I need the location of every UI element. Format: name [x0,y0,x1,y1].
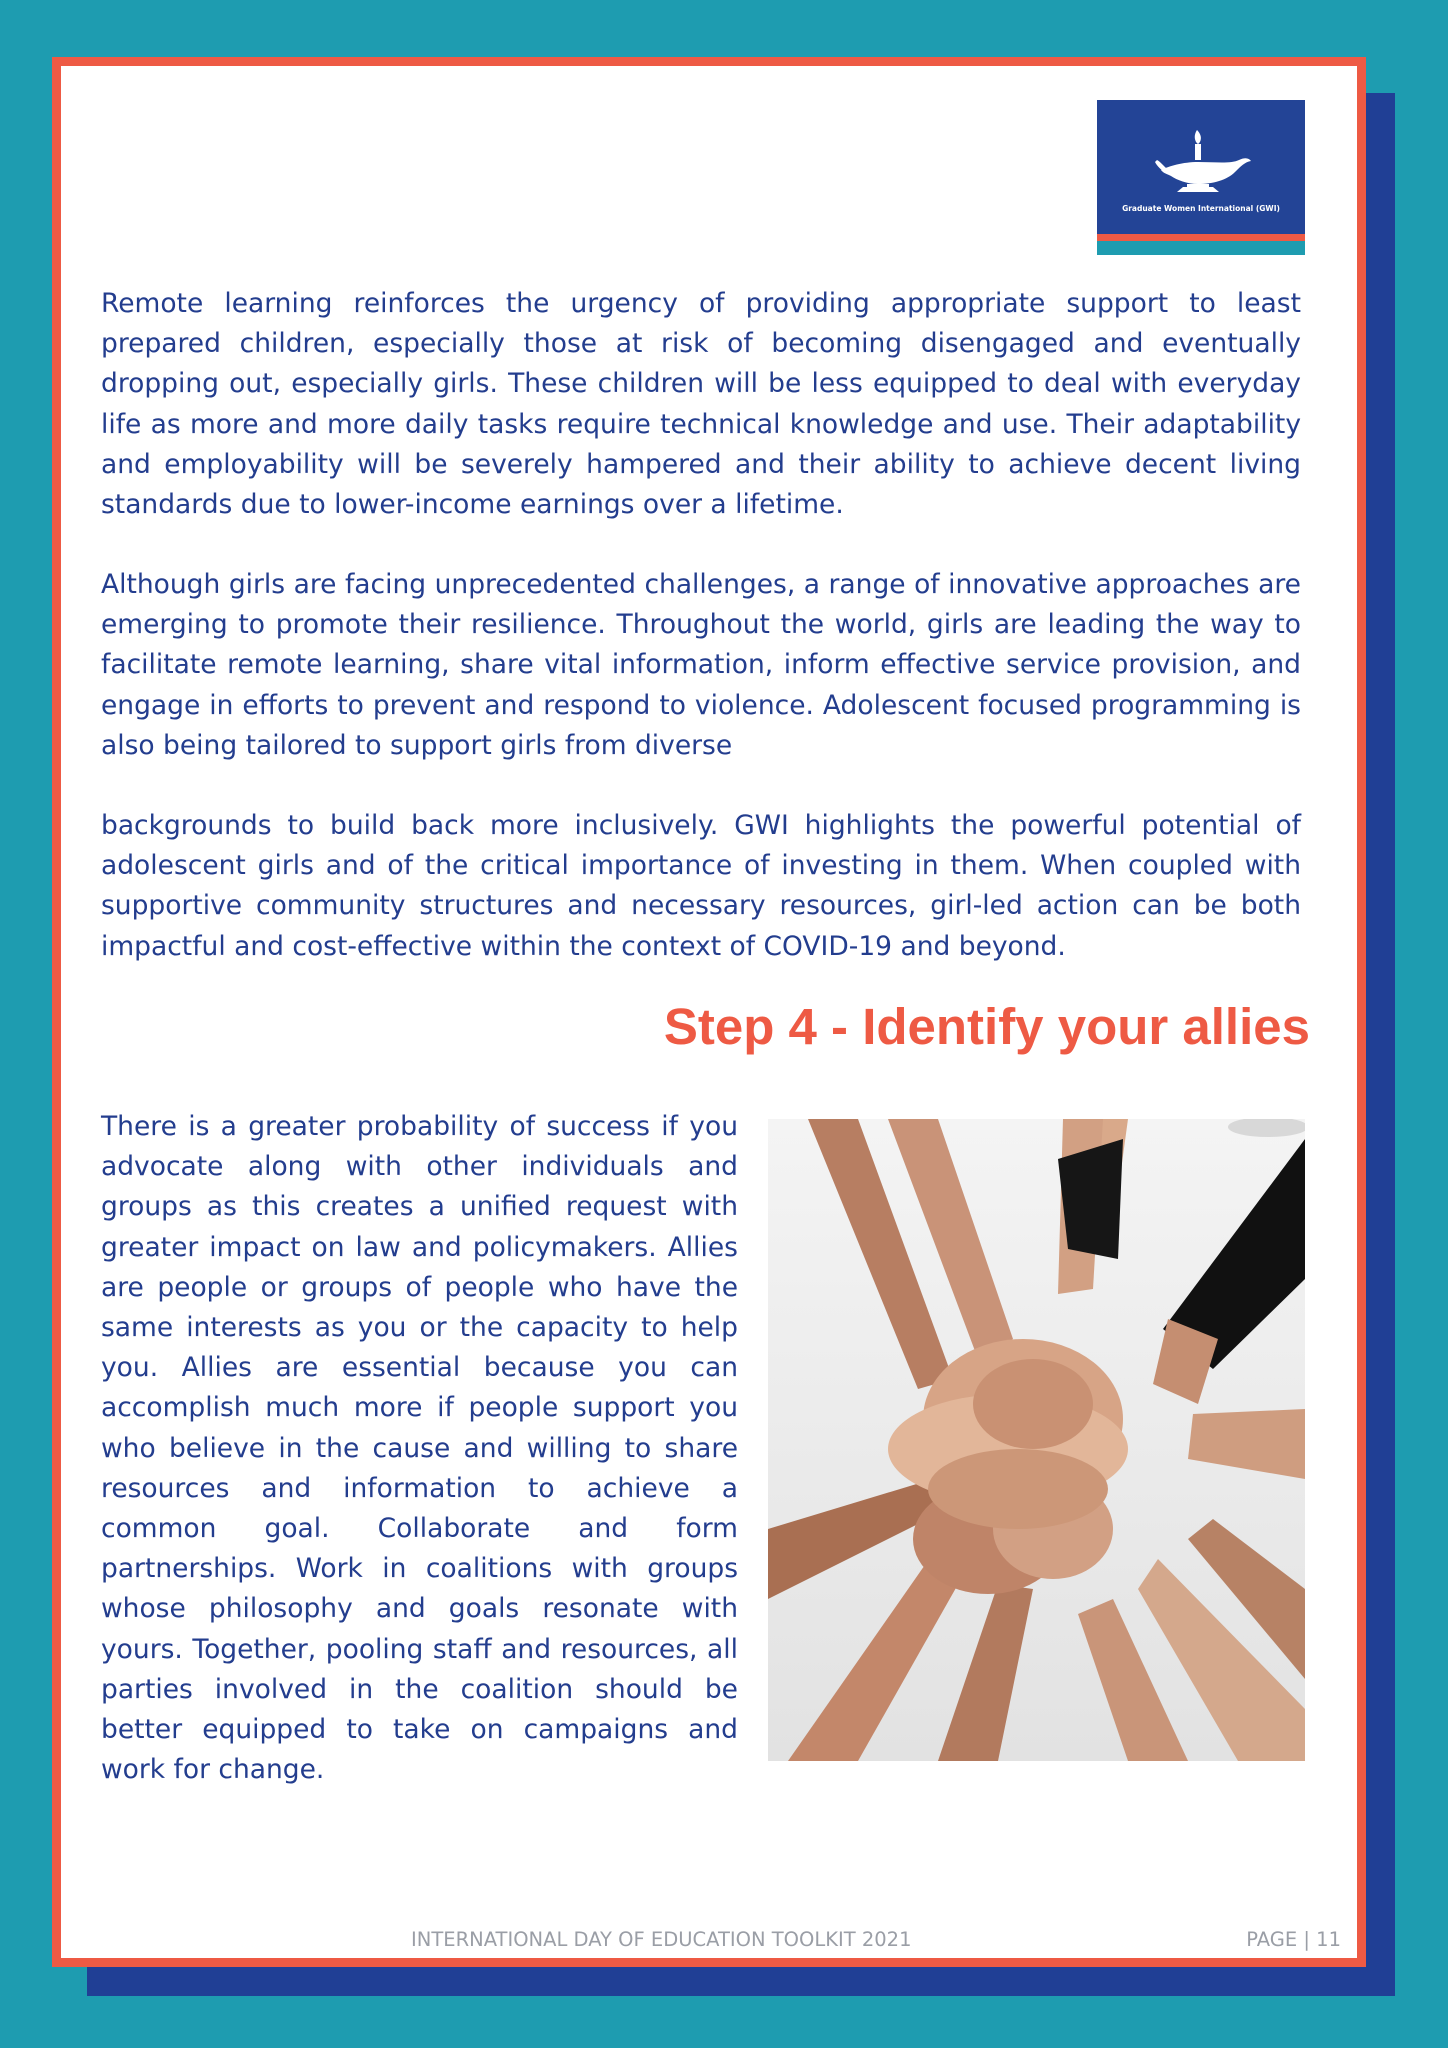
oil-lamp-icon [1147,124,1255,204]
gwi-logo [1097,100,1305,255]
logo-stripe-red [1097,234,1305,241]
footer-title: INTERNATIONAL DAY OF EDUCATION TOOLKIT 2021 [411,1928,912,1951]
document-page [52,57,1366,1967]
logo-stripe-teal [1097,241,1305,255]
stacked-hands-photo [768,1119,1305,1761]
paragraph-build-back: backgrounds to build back more inclusively. GWI highlights the powerful potential of adolescent girls and of the critical importance of investing in them. When coupled with supportive community structures and necessary resources, girl-led action can be both impactful and cost-effective within the context of COVID-19 and beyond. [101,810,1301,962]
paragraph-girls-challenges: Although girls are facing unprecedented challenges, a range of innovative approaches are emerging to promote their resilience. Throughout the world, girls are leading the way to facilitate remote learning, share vital information, inform effective service provision, and engage in efforts to prevent and respond to violence. Adolescent focused programming is also being tailored to support girls from diverse [101,569,1301,761]
stacked-hands-illustration [768,1119,1305,1761]
section-heading: Step 4 - Identify your allies [663,998,1310,1055]
logo-caption: Graduate Women International (GWI) [1122,204,1280,213]
paragraph-remote-learning: Remote learning reinforces the urgency of providing appropriate support to least prepared children, especially those at risk of becoming disengaged and eventually dropping out, especially girls. These children will be less equipped to deal with everyday life as more and more daily tasks require technical knowledge and use. Their adaptability and employability will be severely hampered and their ability to achieve decent living standards due to lower-income earnings over a lifetime. [101,288,1301,521]
paragraph-allies: There is a greater probability of success if you advocate along with other individuals and groups as this creates a unified request with greater impact on law and policymakers. Allies are people or groups of people who have the same interests as you or the capacity to help you. Allies are essential because you can accomplish much more if people support you who believe in the cause and willing to share resources and information to achieve a common goal. Collaborate and form partnerships. Work in coalitions with groups whose philosophy and goals resonate with yours. Together, pooling staff and resources, all parties involved in the coalition should be better equipped to take on campaigns and work for change. [101,1111,738,1786]
page-number: PAGE | 11 [1246,1928,1341,1951]
